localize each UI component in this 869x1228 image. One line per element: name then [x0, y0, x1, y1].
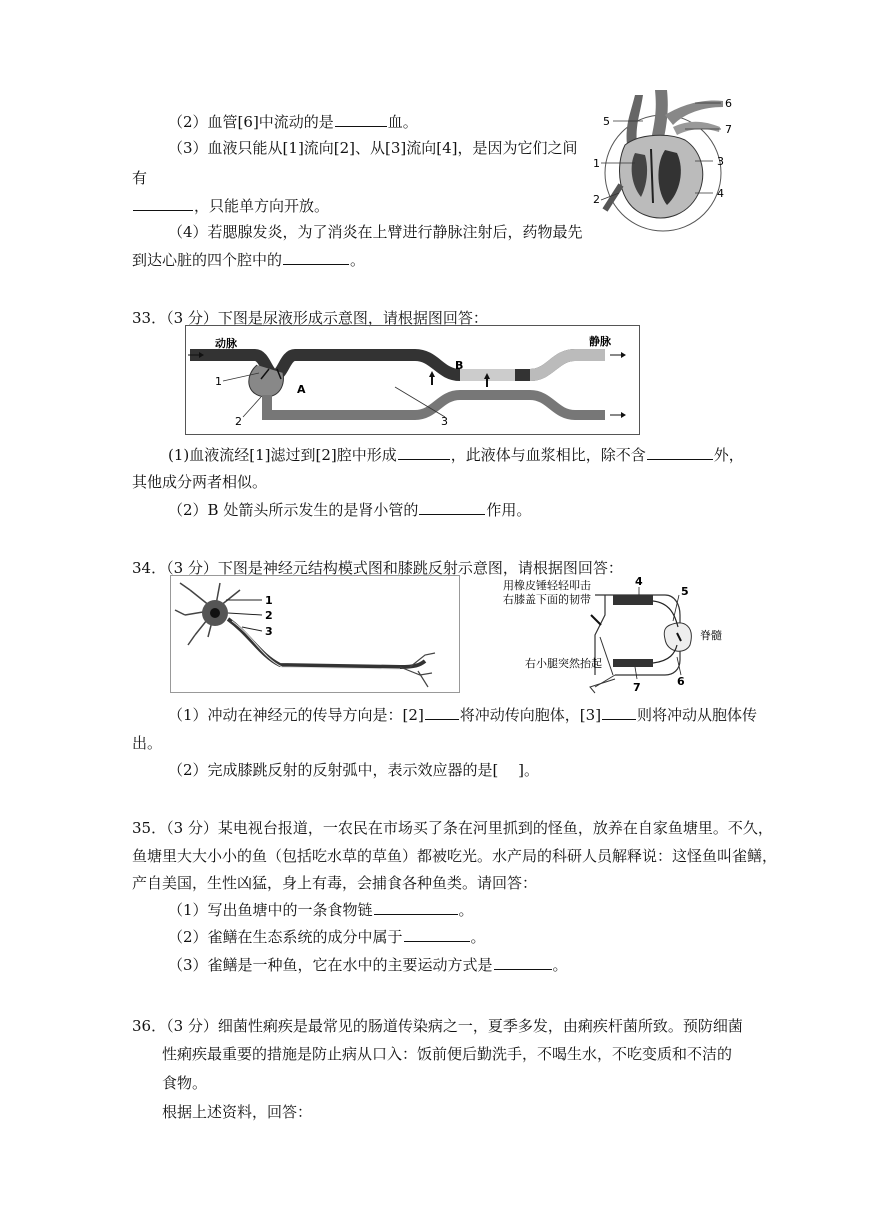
q35-part3: （3）雀鳝是一种鱼，它在水中的主要运动方式是 。: [168, 956, 568, 974]
reflex-label-5: 5: [681, 585, 689, 598]
q34-part1-cont: 出。: [132, 734, 163, 752]
reflex-label-7: 7: [633, 681, 641, 694]
q35-line3: 产自美国，生性凶猛，身上有毒，会捕食各种鱼类。请回答：: [132, 874, 538, 892]
heart-label-1: 1: [593, 157, 600, 170]
q35-line1: 35．（3 分）某电视台报道，一农民在市场买了条在河里抓到的怪鱼，放养在自家鱼塘里。不久，: [132, 819, 773, 837]
heart-label-2: 2: [593, 193, 600, 206]
heart-label-5: 5: [603, 115, 610, 128]
q32-part4-cont: 到达心脏的四个腔中的 。: [132, 251, 366, 269]
q32-part3-cont: 有: [132, 169, 148, 187]
answer-blank[interactable]: [374, 900, 458, 915]
heart-label-4: 4: [717, 187, 724, 200]
reflex-spine-label: 脊髓: [700, 629, 722, 642]
answer-blank[interactable]: [602, 705, 636, 720]
urine-formation-diagram: [185, 325, 640, 435]
reflex-text-2: 右膝盖下面的韧带: [503, 593, 591, 606]
answer-blank[interactable]: [419, 500, 485, 515]
urine-label-B: B: [455, 359, 464, 372]
vein-label: 静脉: [589, 335, 611, 348]
q32-part2: （2）血管[6]中流动的是 血。: [168, 113, 418, 131]
neuron-label-1: 1: [265, 594, 273, 607]
heart-label-6: 6: [725, 97, 732, 110]
neuron-label-3: 3: [265, 625, 273, 638]
q36-line2: 性痢疾最重要的措施是防止病从口入：饭前便后勤洗手，不喝生水，不吃变质和不洁的: [162, 1045, 733, 1063]
neuron-label-2: 2: [265, 609, 273, 622]
q36-line1: 36．（3 分）细菌性痢疾是最常见的肠道传染病之一，夏季多发，由痢疾杆菌所致。预防细菌: [132, 1017, 743, 1035]
q34-title: 34．（3 分）下图是神经元结构模式图和膝跳反射示意图，请根据图回答：: [132, 559, 623, 577]
answer-blank[interactable]: [494, 955, 552, 970]
q35-line2: 鱼塘里大大小小的鱼（包括吃水草的草鱼）都被吃光。水产局的科研人员解释说：这怪鱼叫雀鳝，: [132, 847, 778, 865]
reflex-label-6: 6: [677, 675, 685, 688]
urine-label-2: 2: [235, 415, 242, 428]
answer-blank[interactable]: [133, 196, 193, 211]
q36-line3: 食物。: [162, 1074, 208, 1092]
knee-jerk-reflex-diagram: [495, 575, 735, 697]
q35-part1: （1）写出鱼塘中的一条食物链 。: [168, 901, 474, 919]
answer-blank[interactable]: [335, 112, 387, 127]
reflex-text-3: 右小腿突然抬起: [525, 657, 602, 670]
heart-label-3: 3: [717, 155, 724, 168]
q34-part1: （1）冲动在神经元的传导方向是：[2] 将冲动传向胞体，[3] 则将冲动从胞体传: [168, 706, 758, 724]
urine-label-3: 3: [441, 415, 448, 428]
heart-label-7: 7: [725, 123, 732, 136]
q33-part2: （2）B 处箭头所示发生的是肾小管的 作用。: [168, 501, 532, 519]
reflex-text-1: 用橡皮锤轻轻叩击: [503, 579, 591, 592]
q33-part1-cont: 其他成分两者相似。: [132, 473, 268, 491]
heart-diagram: [585, 85, 745, 235]
urine-label-A: A: [297, 383, 306, 396]
reflex-label-4: 4: [635, 575, 643, 588]
q32-part3-blank-line: ，只能单方向开放。: [132, 196, 329, 216]
q33-part1: (1)血液流经[1]滤过到[2]腔中形成 ，此液体与血浆相比，除不含 外，: [168, 446, 744, 464]
q32-part4: （4）若腮腺发炎，为了消炎在上臂进行静脉注射后，药物最先: [168, 223, 583, 241]
answer-blank[interactable]: [283, 250, 349, 265]
q35-part2: （2）雀鳝在生态系统的成分中属于 。: [168, 928, 486, 946]
answer-blank[interactable]: [647, 445, 713, 460]
q34-part2: （2）完成膝跳反射的反射弧中，表示效应器的是[ ]。: [168, 761, 540, 779]
q32-part3: （3）血液只能从[1]流向[2]、从[3]流向[4]，是因为它们之间: [168, 139, 578, 157]
q33-title: 33．（3 分）下图是尿液形成示意图，请根据图回答：: [132, 309, 488, 327]
artery-label: 动脉: [215, 337, 237, 350]
neuron-diagram: [170, 575, 460, 693]
urine-label-1: 1: [215, 375, 222, 388]
answer-blank[interactable]: [404, 927, 470, 942]
q36-line4: 根据上述资料，回答：: [162, 1103, 313, 1121]
answer-blank[interactable]: [425, 705, 459, 720]
answer-blank[interactable]: [398, 445, 450, 460]
